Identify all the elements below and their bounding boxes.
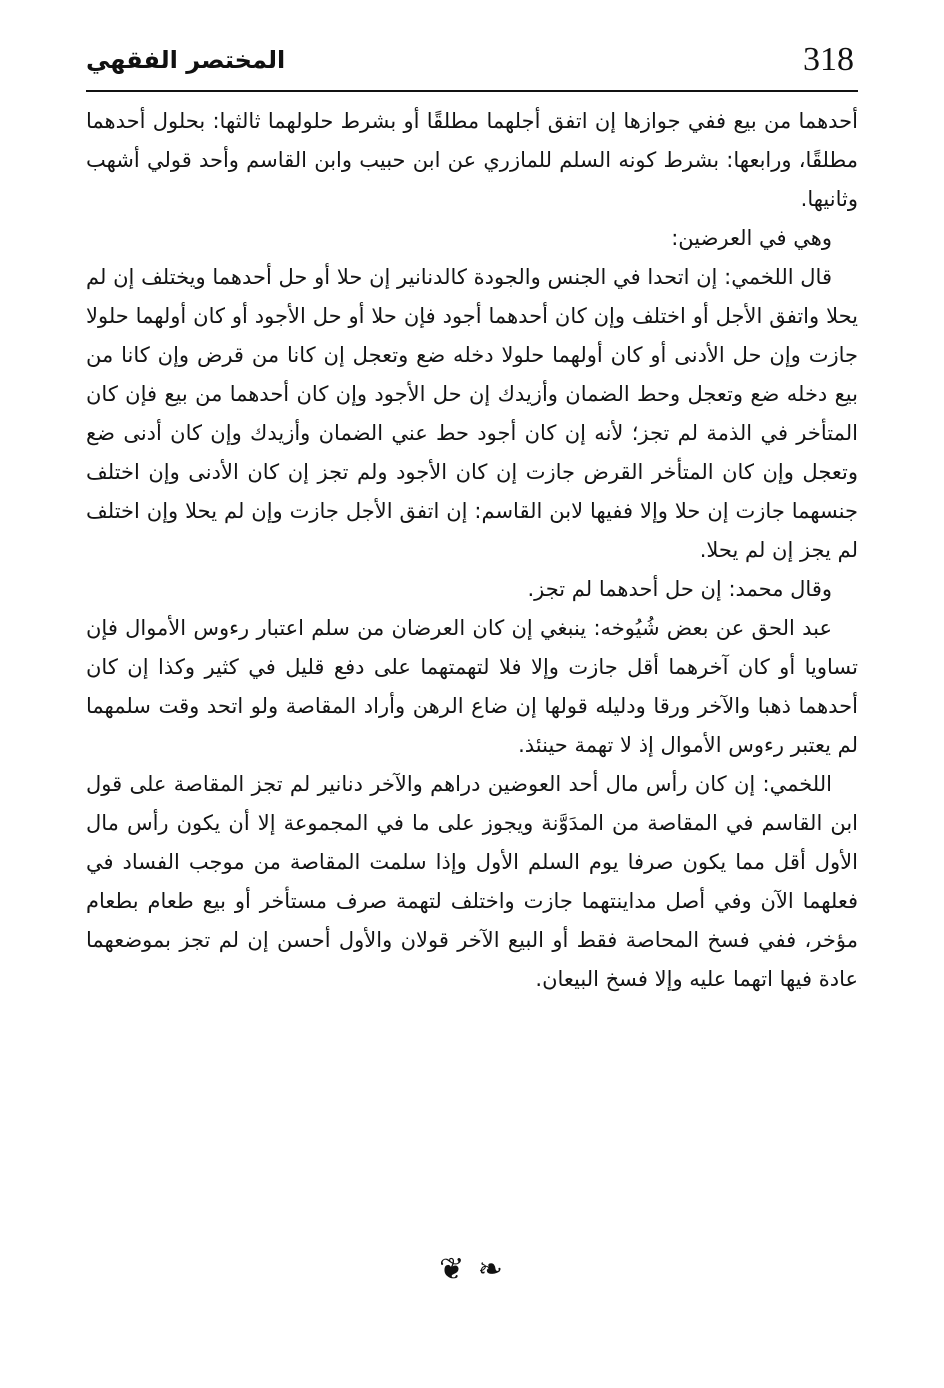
page-header — [86, 38, 858, 88]
paragraph: أحدهما من بيع ففي جوازها إن اتفق أجلهما مطلقًا أو بشرط حلولهما ثالثها: بحلول أحدهما مطلقًا، ورابعها: بشرط كونه السلم للمازري عن ابن حبيب وابن القاسم وأحد قولي أشهب وثانيها. — [86, 109, 858, 211]
paragraph: وهي في العرضين: — [671, 226, 832, 250]
paragraph: وقال محمد: إن حل أحدهما لم تجز. — [527, 577, 832, 601]
paragraph: قال اللخمي: إن اتحدا في الجنس والجودة كالدنانير إن حلا أو حل أحدهما ويختلف إن لم يحلا واتفق الأجل أو اختلف وإن كان أحدهما أجود فإن حلا أو حل الأجود أو كان أولهما حلولا جازت وإن حل الأدنى أو كان أولهما حلولا دخله ضع وتعجل إن كانا من قرض وإن كانا من بيع دخله ضع وتعجل وحط الضمان وأزيدك إن حل الأجود وإن كان أحدهما من بيع فإن كان المتأخر في الذمة لم تجز؛ لأنه إن كان أجود حط عني الضمان وأزيدك وإن كان أدنى ضع وتعجل وإن كان المتأخر القرض جازت إن كان الأجود ولم تجز إن كان الأدنى وإن اختلف جنسهما جازت إن حلا وإلا ففيها لابن القاسم: إن اتفق الأجل جازت وإن لم يحلا وإن اختلف لم يجز إن لم يحلا. — [86, 265, 858, 562]
book-title: المختصر الفقهي — [86, 46, 286, 74]
page-end-ornament-icon: ❦ ❧ — [439, 1252, 505, 1287]
body-text — [86, 102, 858, 999]
page-number: 318 — [803, 41, 854, 78]
paragraph: اللخمي: إن كان رأس مال أحد العوضين دراهم والآخر دنانير لم تجز المقاصة على قول ابن القاسم في المقاصة من المدَوَّنة ويجوز على ما في المجموعة إلا أن يكون رأس مال الأول أقل مما يكون صرفا يوم السلم الأول وإذا سلمت المقاصة من موجب الفساد في فعلهما الآن وفي أصل مداينتهما جازت واختلف لتهمة صرف مستأخر أو بيع طعام بطعام مؤخر، ففي فسخ المحاصة فقط أو البيع الآخر قولان والأول أحسن إن لم تجز بموضعهما عادة فيها اتهما عليه وإلا فسخ البيعان. — [86, 772, 858, 991]
header-divider — [86, 90, 858, 92]
paragraph: عبد الحق عن بعض شُيُوخه: ينبغي إن كان العرضان من سلم اعتبار رءوس الأموال فإن تساويا أو كان آخرهما أقل جازت وإلا فلا لتهمتهما على دفع قليل في كثير وكذا إن كان أحدهما ذهبا والآخر ورقا ودليله قولها إن ضاع الرهن وأراد المقاصة ولو اتحد وقت سلمهما لم يعتبر رءوس الأموال إذ لا تهمة حينئذ. — [86, 616, 858, 757]
